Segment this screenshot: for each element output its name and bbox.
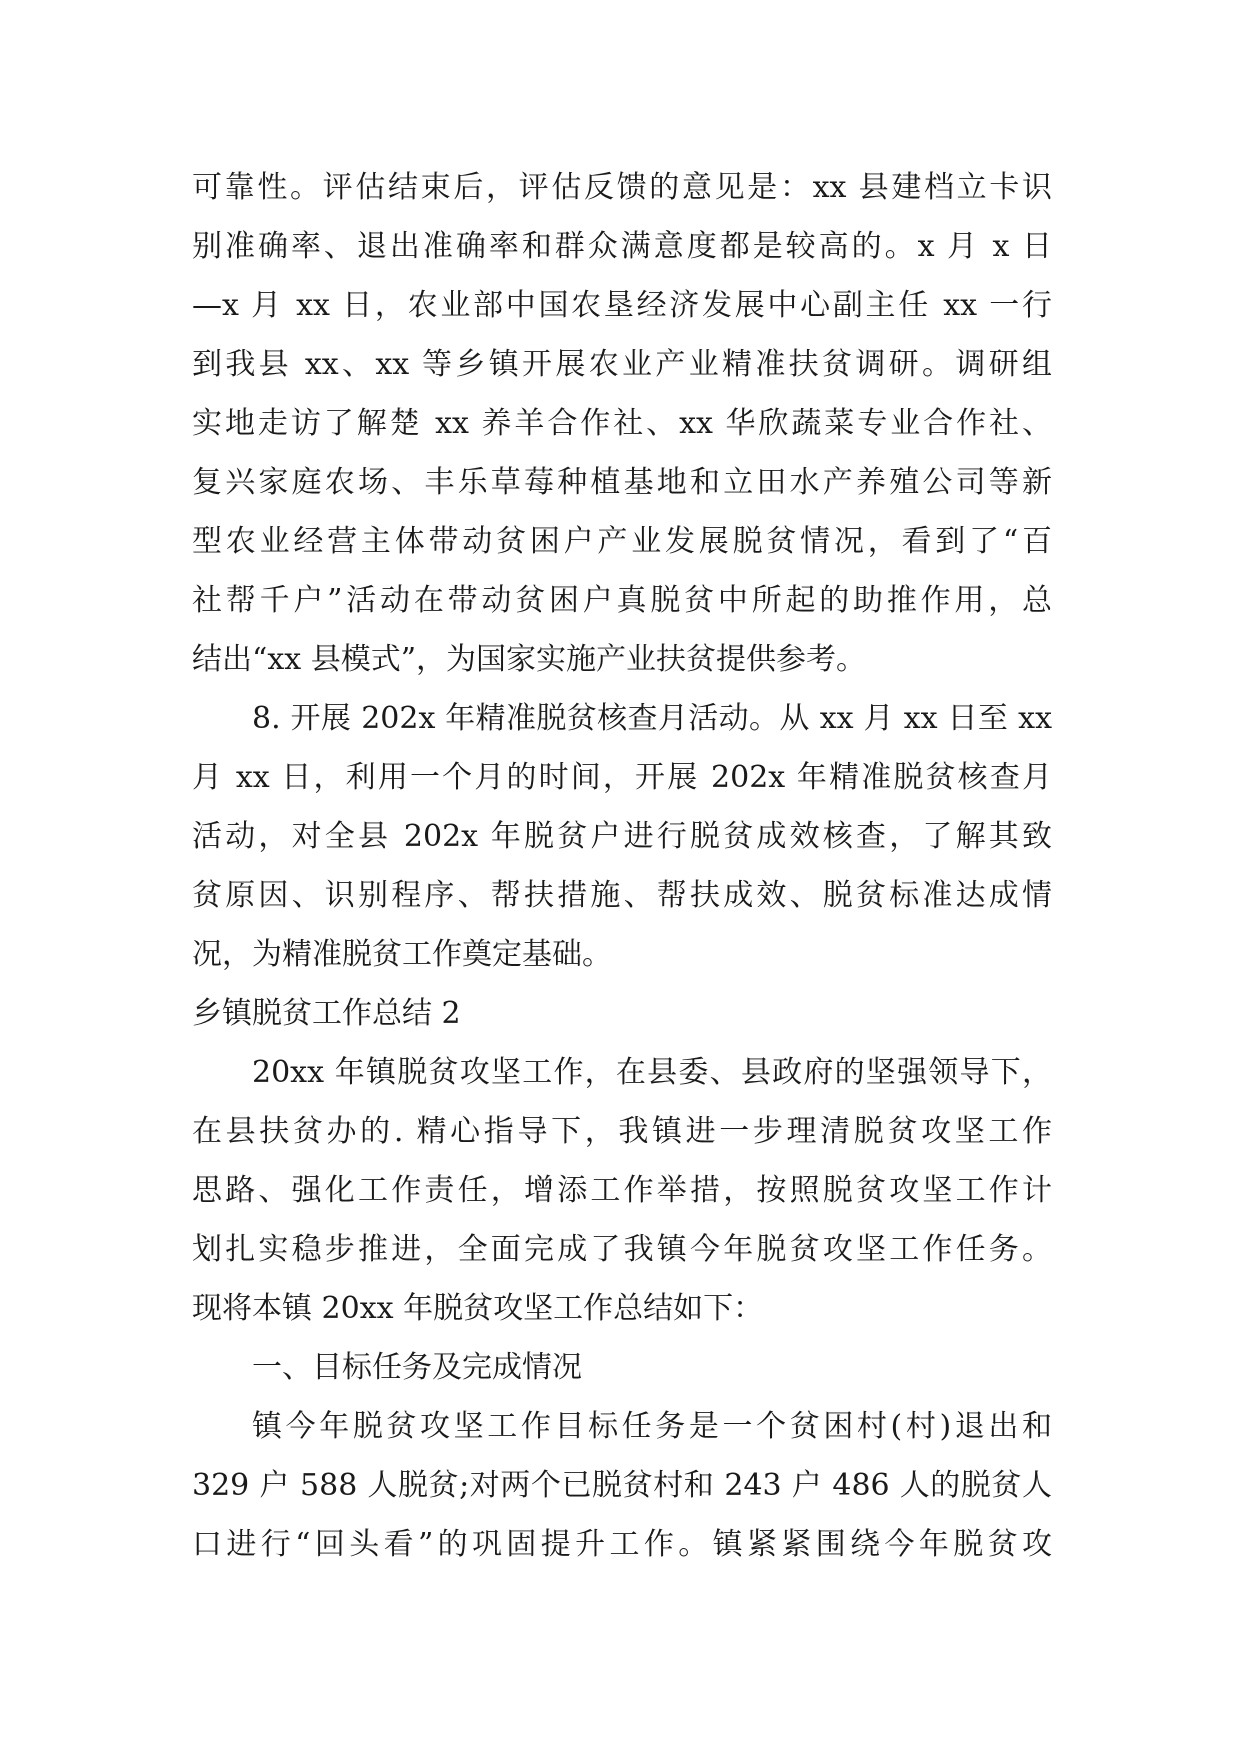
text-line: 社帮千户”活动在带动贫困户真脱贫中所起的助推作用，总: [192, 583, 1052, 618]
section-title: 乡镇脱贫工作总结 2: [192, 996, 461, 1031]
paragraph-targets: [192, 1397, 1052, 1574]
paragraph-evaluation-continuation: [192, 158, 1052, 689]
text-line: 思路、强化工作责任，增添工作举措，按照脱贫攻坚工作计: [192, 1173, 1052, 1208]
subsection-heading: 一、目标任务及完成情况: [252, 1350, 582, 1385]
document-body: [192, 158, 1052, 1574]
text-line: 别准确率、退出准确率和群众满意度都是较高的。x 月 x 日: [192, 229, 1052, 264]
text-line: 复兴家庭农场、丰乐草莓种植基地和立田水产养殖公司等新: [192, 465, 1052, 500]
text-line: 贫原因、识别程序、帮扶措施、帮扶成效、脱贫标准达成情: [192, 878, 1052, 913]
text-line: 现将本镇 20xx 年脱贫攻坚工作总结如下：: [192, 1291, 764, 1326]
text-line: 329 户 588 人脱贫;对两个已脱贫村和 243 户 486 人的脱贫人: [192, 1468, 1052, 1503]
text-line: 月 xx 日，利用一个月的时间，开展 202x 年精准脱贫核查月: [192, 760, 1052, 795]
paragraph-intro: [192, 1043, 1052, 1338]
text-line: 划扎实稳步推进，全面完成了我镇今年脱贫攻坚工作任务。: [192, 1232, 1052, 1267]
text-line: 在县扶贫办的. 精心指导下，我镇进一步理清脱贫攻坚工作: [192, 1114, 1052, 1149]
paragraph-item-8: [192, 689, 1052, 984]
text-line: —x 月 xx 日，农业部中国农垦经济发展中心副主任 xx 一行: [192, 288, 1052, 323]
text-line: 镇今年脱贫攻坚工作目标任务是一个贫困村(村)退出和: [252, 1409, 1052, 1444]
text-line: 可靠性。评估结束后，评估反馈的意见是：xx 县建档立卡识: [192, 170, 1052, 205]
text-line: 型农业经营主体带动贫困户产业发展脱贫情况，看到了“百: [192, 524, 1052, 559]
text-line: 实地走访了解楚 xx 养羊合作社、xx 华欣蔬菜专业合作社、: [192, 406, 1052, 441]
text-line: 8. 开展 202x 年精准脱贫核查月活动。从 xx 月 xx 日至 xx: [252, 701, 1052, 736]
text-line: 活动，对全县 202x 年脱贫户进行脱贫成效核查，了解其致: [192, 819, 1052, 854]
text-line: 20xx 年镇脱贫攻坚工作，在县委、县政府的坚强领导下，: [252, 1055, 1052, 1090]
text-line: 到我县 xx、xx 等乡镇开展农业产业精准扶贫调研。调研组: [192, 347, 1052, 382]
text-line: 口进行“回头看”的巩固提升工作。镇紧紧围绕今年脱贫攻: [192, 1527, 1052, 1562]
text-line: 况，为精准脱贫工作奠定基础。: [192, 937, 612, 972]
text-line: 结出“xx 县模式”，为国家实施产业扶贫提供参考。: [192, 642, 867, 677]
